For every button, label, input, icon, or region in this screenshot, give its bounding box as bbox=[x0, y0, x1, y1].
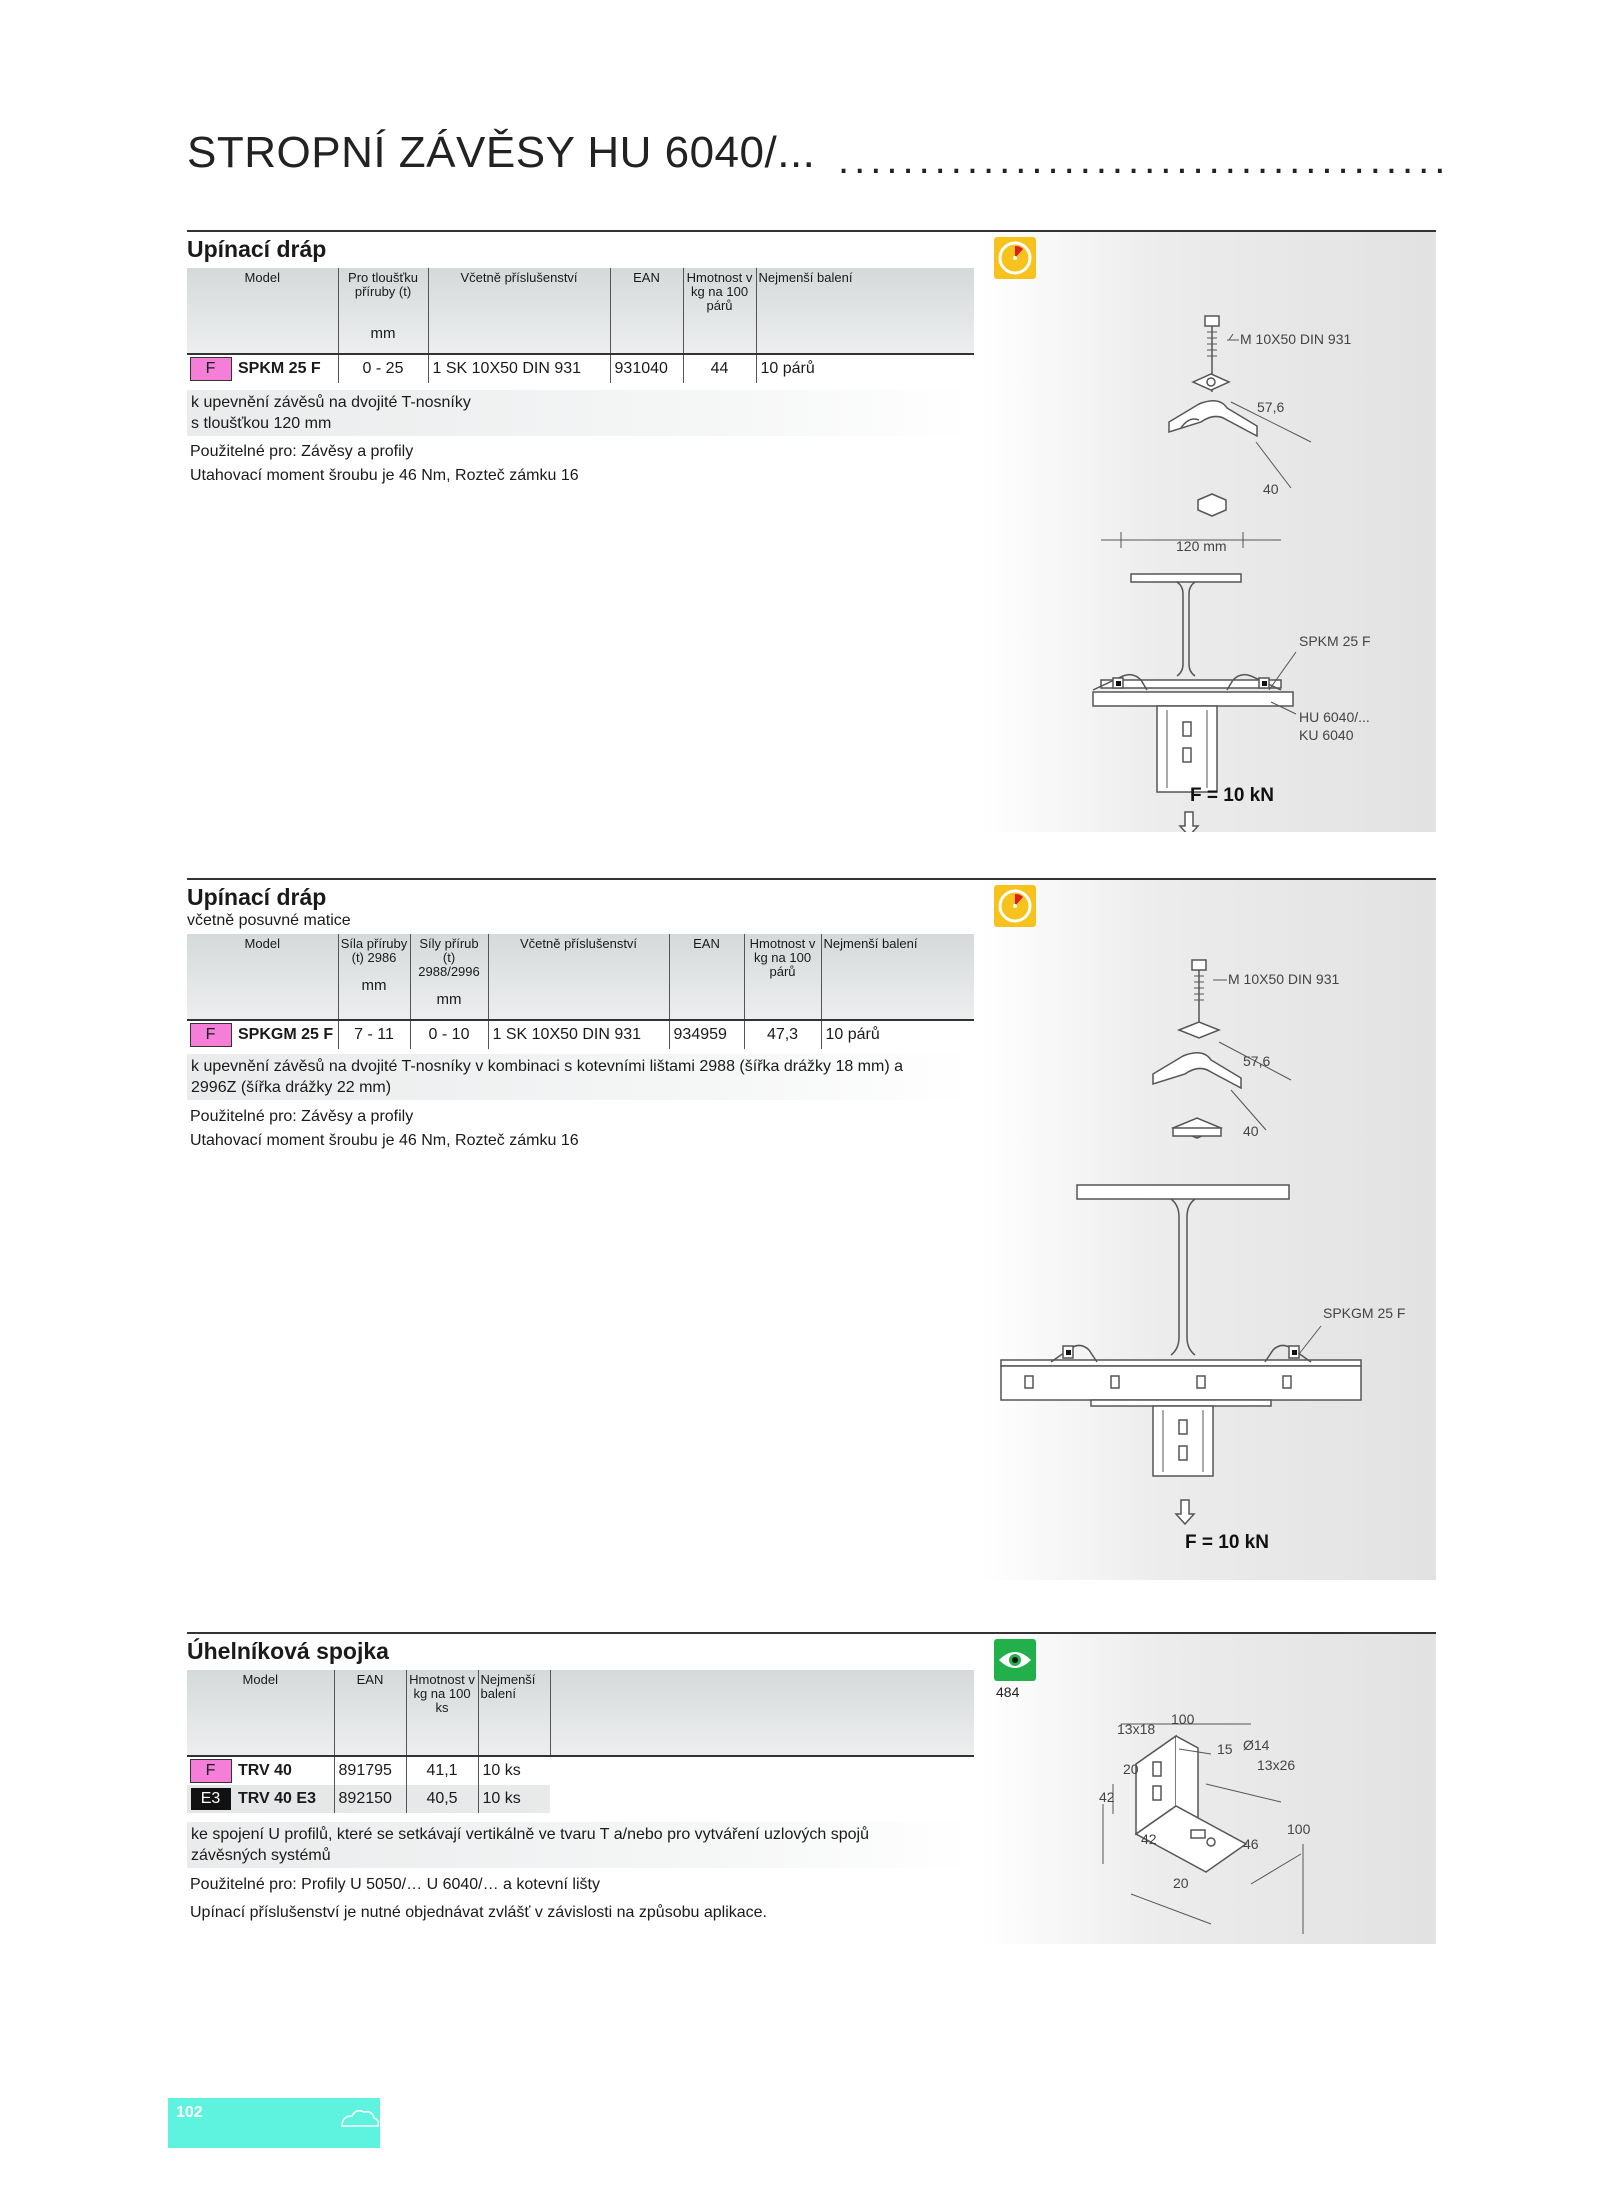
torque-text: Utahovací moment šroubu je 46 Nm, Rozteč zámku 16 bbox=[190, 467, 579, 484]
label-bolt: M 10X50 DIN 931 bbox=[1240, 331, 1352, 347]
weight-cell: 41,1 bbox=[406, 1756, 478, 1785]
label-dimension: 57,6 bbox=[1243, 1053, 1271, 1069]
description-line: ke spojení U profilů, které se setkávají vertikálně ve tvaru T a/nebo pro vytváření uzlových spojů bbox=[191, 1826, 869, 1843]
table-row bbox=[187, 1785, 974, 1813]
dimension-label: Ø14 bbox=[1243, 1737, 1270, 1753]
torque-text: Utahovací moment šroubu je 46 Nm, Rozteč zámku 16 bbox=[190, 1132, 579, 1149]
code-cell bbox=[187, 1020, 234, 1049]
label-bolt: M 10X50 DIN 931 bbox=[1228, 971, 1340, 987]
ean-cell: 931040 bbox=[610, 354, 683, 383]
table-row bbox=[187, 354, 974, 383]
col-header-accessory: Včetně příslušenství bbox=[428, 268, 610, 354]
model-cell: TRV 40 E3 bbox=[238, 1790, 316, 1807]
dimension-label: 42 bbox=[1099, 1789, 1115, 1805]
ean-cell: 934959 bbox=[669, 1020, 744, 1049]
section-title: Upínací dráp bbox=[187, 236, 327, 262]
col-header-pack: Nejmenší balení bbox=[756, 268, 974, 354]
pack-cell: 10 ks bbox=[478, 1785, 550, 1813]
model-cell: SPKGM 25 F bbox=[234, 1020, 338, 1049]
unit-label: mm bbox=[370, 325, 396, 342]
page-title: STROPNÍ ZÁVĚSY HU 6040/... bbox=[187, 128, 816, 177]
dimension-label: 100 bbox=[1171, 1711, 1195, 1727]
description bbox=[187, 1054, 974, 1100]
col-header-thickness: Pro tloušťku příruby (t) mm bbox=[338, 268, 428, 354]
page-number: 102 bbox=[176, 2104, 203, 2121]
product-drawing bbox=[981, 232, 1436, 832]
flange-2988-cell: 0 - 10 bbox=[410, 1020, 488, 1049]
col-header-ean: EAN bbox=[669, 934, 744, 1020]
usable-for-text: Použitelné pro: Závěsy a profily bbox=[190, 1108, 414, 1125]
table-row bbox=[187, 1756, 974, 1785]
col-header-weight: Hmotnost v kg na 100 ks bbox=[406, 1670, 478, 1756]
section-title: Úhelníková spojka bbox=[187, 1638, 389, 1664]
col-header-model: Model bbox=[187, 934, 338, 1020]
label-part: SPKM 25 F bbox=[1299, 633, 1371, 649]
usable-for-text: Použitelné pro: Profily U 5050/… U 6040/… a kotevní lišty bbox=[190, 1876, 600, 1893]
col-header-flange-2986: Síla příruby (t) 2986 mm bbox=[338, 934, 410, 1020]
dimension-label: 42 bbox=[1141, 1831, 1157, 1847]
thickness-cell: 0 - 25 bbox=[338, 354, 428, 383]
usable-for-text: Použitelné pro: Závěsy a profily bbox=[190, 443, 414, 460]
product-drawing bbox=[981, 880, 1436, 1580]
product-drawing bbox=[981, 1634, 1436, 1944]
label-dimension: 40 bbox=[1263, 481, 1279, 497]
model-cell: SPKM 25 F bbox=[234, 354, 338, 383]
code-cell bbox=[187, 1756, 234, 1785]
col-header-pack: Nejmenší balení bbox=[478, 1670, 550, 1756]
code-cell bbox=[187, 354, 234, 383]
label-force: F = 10 kN bbox=[1190, 785, 1274, 806]
description-line: 2996Z (šířka drážky 22 mm) bbox=[191, 1079, 392, 1096]
col-header-model: Model bbox=[187, 268, 338, 354]
model-cell: TRV 40 bbox=[234, 1756, 334, 1785]
ean-cell: 891795 bbox=[334, 1756, 406, 1785]
col-header-spacer bbox=[550, 1670, 974, 1756]
label-dimension: 57,6 bbox=[1257, 399, 1285, 415]
description-line: s tloušťkou 120 mm bbox=[191, 415, 332, 432]
pack-cell: 10 párů bbox=[756, 354, 974, 383]
description-line: závěsných systémů bbox=[191, 1847, 331, 1864]
code-badge-f: F bbox=[190, 1023, 232, 1047]
ean-cell: 892150 bbox=[334, 1785, 406, 1813]
col-header-weight: Hmotnost v kg na 100 párů bbox=[683, 268, 756, 354]
code-badge-f: F bbox=[190, 1759, 232, 1783]
code-badge-f: F bbox=[190, 357, 232, 381]
col-header-ean: EAN bbox=[334, 1670, 406, 1756]
dimension-label: 13x26 bbox=[1257, 1757, 1296, 1773]
spec-table bbox=[187, 1670, 974, 1813]
application-note: Upínací příslušenství je nutné objednávat zvlášť v závislosti na způsobu aplikace. bbox=[190, 1904, 767, 1921]
weight-cell: 47,3 bbox=[744, 1020, 821, 1049]
table-row bbox=[187, 1020, 974, 1049]
weight-cell: 44 bbox=[683, 354, 756, 383]
description-line: k upevnění závěsů na dvojité T-nosníky v kombinaci s kotevními lištami 2988 (šířka drážky 18 mm) a bbox=[191, 1058, 904, 1075]
accessory-cell: 1 SK 10X50 DIN 931 bbox=[488, 1020, 669, 1049]
dimension-label: 13x18 bbox=[1117, 1721, 1156, 1737]
unit-label: mm bbox=[361, 977, 387, 994]
weight-cell: 40,5 bbox=[406, 1785, 478, 1813]
pack-cell: 10 ks bbox=[478, 1756, 550, 1785]
spec-table bbox=[187, 268, 974, 383]
dimension-label: 15 bbox=[1217, 1741, 1233, 1757]
empty-cell bbox=[550, 1756, 974, 1785]
label-width: 120 mm bbox=[1176, 538, 1227, 554]
accessory-cell: 1 SK 10X50 DIN 931 bbox=[428, 354, 610, 383]
section-title: Upínací dráp bbox=[187, 884, 327, 910]
col-header-ean: EAN bbox=[610, 268, 683, 354]
label-part: SPKGM 25 F bbox=[1323, 1305, 1406, 1321]
title-leader-dots: ...................................... bbox=[838, 138, 1451, 182]
col-header-pack: Nejmenší balení bbox=[821, 934, 974, 1020]
label-hanger: HU 6040/... bbox=[1299, 709, 1370, 725]
dimension-label: 100 bbox=[1287, 1821, 1311, 1837]
label-force: F = 10 kN bbox=[1185, 1532, 1269, 1553]
code-cell bbox=[187, 1785, 234, 1813]
page-reference: 484 bbox=[996, 1684, 1020, 1700]
flange-2986-cell: 7 - 11 bbox=[338, 1020, 410, 1049]
description bbox=[187, 1822, 974, 1868]
label-dimension: 40 bbox=[1243, 1123, 1259, 1139]
dimension-label: 20 bbox=[1173, 1875, 1189, 1891]
description bbox=[187, 390, 974, 436]
col-header-accessory: Včetně příslušenství bbox=[488, 934, 669, 1020]
empty-cell bbox=[550, 1785, 974, 1813]
pack-cell: 10 párů bbox=[821, 1020, 974, 1049]
dimension-label: 46 bbox=[1243, 1836, 1259, 1852]
label-hanger: KU 6040 bbox=[1299, 727, 1354, 743]
col-header-weight: Hmotnost v kg na 100 párů bbox=[744, 934, 821, 1020]
col-header-flange-2988: Síly přírub (t) 2988/2996 mm bbox=[410, 934, 488, 1020]
code-badge-e3: E3 bbox=[191, 1788, 231, 1810]
section-subtitle: včetně posuvné matice bbox=[187, 912, 351, 929]
dimension-label: 20 bbox=[1123, 1761, 1139, 1777]
description-line: k upevnění závěsů na dvojité T-nosníky bbox=[191, 394, 471, 411]
spec-table bbox=[187, 934, 974, 1049]
unit-label: mm bbox=[436, 991, 462, 1008]
col-header-model: Model bbox=[187, 1670, 334, 1756]
